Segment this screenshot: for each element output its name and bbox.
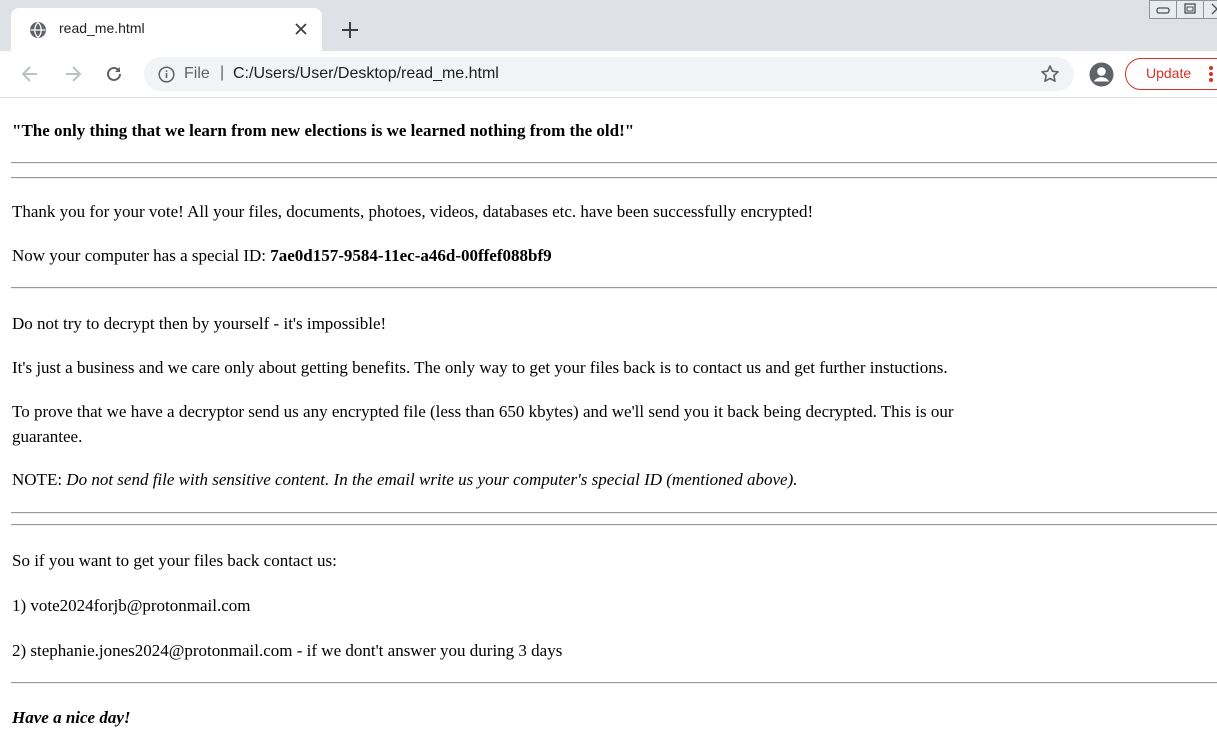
window-close-icon <box>1210 3 1217 15</box>
ransom-note-page <box>0 98 1217 752</box>
browser-toolbar <box>0 51 1217 98</box>
update-button[interactable] <box>1125 58 1217 90</box>
update-label: Update <box>1146 65 1192 81</box>
note-text: Do not send file with sensitive content. In the email write us your computer's special ID (mentioned above). <box>66 470 798 489</box>
tab-strip <box>0 0 1217 51</box>
minimize-icon <box>1156 3 1170 15</box>
url-separator: | <box>220 64 225 81</box>
close-icon[interactable] <box>293 21 309 37</box>
special-id-value: 7ae0d157-9584-11ec-a46d-00ffef088bf9 <box>270 246 552 265</box>
guarantee-text-line-1: To prove that we have a decryptor send us any encrypted file (less than 650 kbytes) and we'll send you it back being decrypted. This is our <box>12 402 954 421</box>
info-icon[interactable] <box>158 66 175 83</box>
maximize-button[interactable] <box>1176 0 1204 19</box>
contact-email-1: 1) vote2024forjb@protonmail.com <box>12 596 251 615</box>
tab-read-me[interactable] <box>11 8 322 51</box>
thanks-text: Thank you for your vote! All your files, documents, photoes, videos, databases etc. have been successfully encrypted! <box>12 202 814 221</box>
url-text[interactable]: C:/Users/User/Desktop/read_me.html <box>233 65 499 82</box>
note-label: NOTE: <box>12 470 67 489</box>
divider <box>11 512 1217 514</box>
signoff-text: Have a nice day! <box>12 708 131 727</box>
special-id-prefix: Now your computer has a special ID: <box>12 246 271 265</box>
url-scheme-label: File <box>184 65 210 82</box>
address-bar[interactable] <box>144 57 1074 91</box>
divider <box>11 287 1217 289</box>
minimize-button[interactable] <box>1149 0 1177 19</box>
new-tab-icon[interactable] <box>341 21 359 39</box>
globe-icon <box>29 21 47 39</box>
divider <box>11 682 1217 684</box>
tab-title: read_me.html <box>59 20 145 36</box>
bookmark-star-icon[interactable] <box>1040 64 1060 84</box>
divider <box>11 162 1217 164</box>
profile-avatar-icon[interactable] <box>1089 62 1114 87</box>
guarantee-text-line-2: guarantee. <box>12 427 83 446</box>
note-line <box>12 470 797 490</box>
window-close-button[interactable] <box>1203 0 1217 19</box>
forward-arrow-icon[interactable] <box>63 64 83 84</box>
special-id-line <box>12 246 552 266</box>
warning-text: Do not try to decrypt then by yourself - it's impossible! <box>12 314 387 333</box>
maximize-icon <box>1183 3 1197 15</box>
reload-icon[interactable] <box>104 64 124 84</box>
divider <box>11 177 1217 179</box>
menu-dots-icon[interactable] <box>1208 65 1214 83</box>
divider <box>11 524 1217 526</box>
contact-intro: So if you want to get your files back contact us: <box>12 551 337 570</box>
business-text: It's just a business and we care only about getting benefits. The only way to get your files back is to contact us and get further instuctions. <box>12 358 948 377</box>
note-heading: "The only thing that we learn from new elections is we learned nothing from the old!" <box>12 121 635 140</box>
back-arrow-icon[interactable] <box>20 64 40 84</box>
contact-email-2: 2) stephanie.jones2024@protonmail.com - if we dont't answer you during 3 days <box>12 641 563 660</box>
